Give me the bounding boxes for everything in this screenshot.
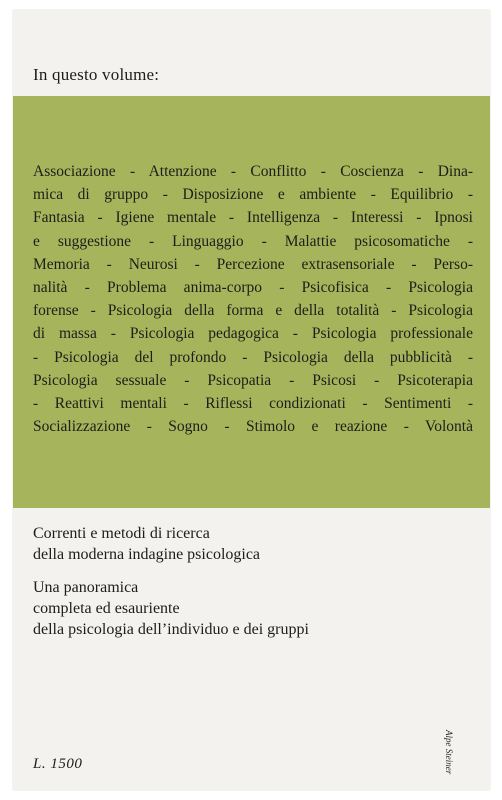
topics-list [33, 160, 473, 438]
price-label: L. 1500 [33, 756, 83, 772]
publisher-name: Alpe Steiner [444, 730, 454, 775]
topics-line: mica di gruppo - Disposizione e ambiente - Equilibrio - [33, 186, 473, 204]
topics-band [13, 96, 490, 508]
topics-line: Psicologia sessuale - Psicopatia - Psicosi - Psicoterapia [33, 371, 473, 389]
intro-heading: In questo volume: [33, 65, 160, 84]
topics-line: e suggestione - Linguaggio - Malattie psicosomatiche - [33, 232, 473, 250]
subtitle-line: della moderna indagine psicologica [33, 546, 261, 563]
topics-line: nalità - Problema anima-corpo - Psicofisica - Psicologia [33, 279, 473, 297]
topics-line: Memoria - Neurosi - Percezione extrasensoriale - Perso- [33, 255, 473, 273]
summary-block [33, 577, 309, 640]
summary-line: completa ed esauriente [33, 600, 180, 617]
subtitle-line: Correnti e metodi di ricerca [33, 525, 210, 542]
subtitle-block [33, 523, 260, 565]
topics-line: Fantasia - Igiene mentale - Intelligenza - Interessi - Ipnosi [33, 209, 473, 227]
topics-line: Socializzazione - Sogno - Stimolo e reazione - Volontà [33, 418, 473, 436]
topics-line: - Psicologia del profondo - Psicologia della pubblicità - [33, 348, 473, 366]
topics-line: di massa - Psicologia pedagogica - Psicologia professionale [33, 325, 473, 343]
summary-line: della psicologia dell’individuo e dei gruppi [33, 621, 309, 638]
book-back-cover [13, 10, 490, 790]
summary-line: Una panoramica [33, 579, 139, 596]
topics-line: forense - Psicologia della forma e della totalità - Psicologia [33, 302, 473, 320]
topics-line: - Reattivi mentali - Riflessi condizionati - Sentimenti - [33, 395, 473, 413]
topics-line: Associazione - Attenzione - Conflitto - Coscienza - Dina- [33, 163, 473, 180]
